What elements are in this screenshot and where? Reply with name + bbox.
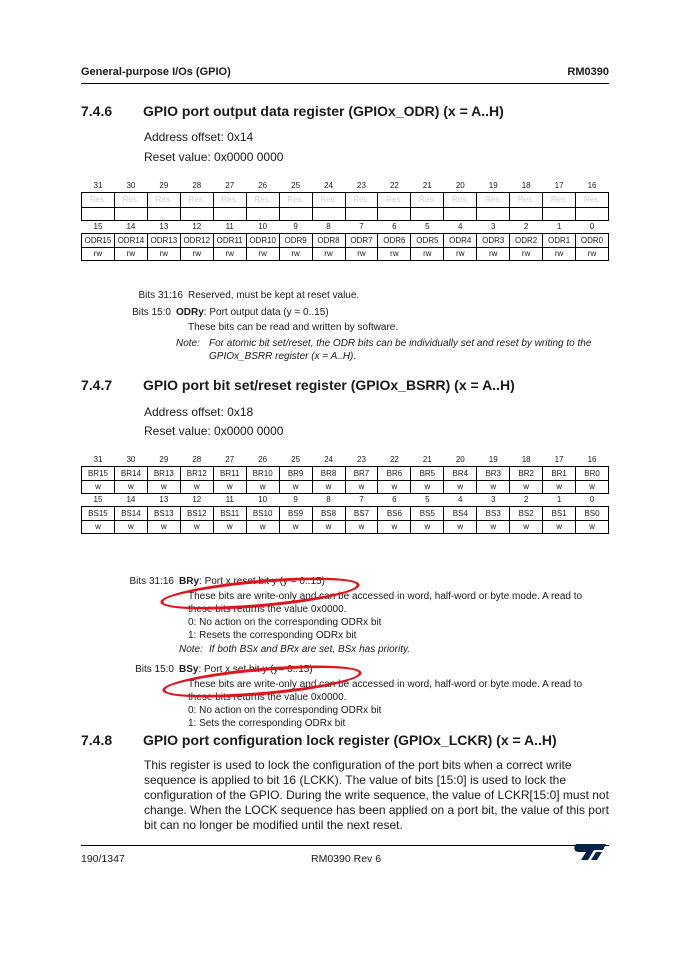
odr-access-row — [82, 248, 609, 261]
bsrr-bits-15-0-label: Bits 15:0 — [135, 664, 174, 675]
field-name-cell: BR0 — [576, 467, 609, 481]
footer-doc-revision: RM0390 Rev 6 — [311, 853, 382, 865]
bit-number-cell: 30 — [126, 181, 136, 190]
odr-reserved-row — [82, 193, 609, 208]
section-heading-746 — [81, 103, 504, 119]
access-type-cell: w — [312, 521, 345, 534]
bit-number-cell: 7 — [359, 495, 364, 504]
section-heading-748 — [81, 732, 557, 748]
access-type-cell: w — [246, 521, 279, 534]
field-name-cell: BS14 — [114, 507, 147, 521]
bit-number-cell: 18 — [521, 455, 531, 464]
bit-number-cell: 19 — [488, 181, 498, 190]
access-type-cell: w — [114, 481, 147, 494]
bit-number-cell: 24 — [324, 181, 333, 190]
empty-access-cell — [411, 208, 444, 221]
field-name-cell: ODR15 — [82, 234, 115, 248]
odr-note-line2: GPIOx_BSRR register (x = A..H). — [209, 351, 357, 362]
section-number: 7.4.6 — [81, 103, 113, 119]
field-name-cell: ODR2 — [510, 234, 543, 248]
reserved-field-cell: Res. — [147, 193, 180, 208]
empty-access-cell — [147, 208, 180, 221]
bit-number-cell: 29 — [159, 181, 169, 190]
field-name-cell: BS15 — [82, 507, 115, 521]
access-type-cell: w — [180, 521, 213, 534]
field-name-cell: ODR0 — [576, 234, 609, 248]
section-heading-747 — [81, 377, 515, 393]
bry-field-name: BRy — [179, 576, 200, 587]
section-number: 7.4.8 — [81, 732, 113, 748]
odr-bits-15-0-desc — [176, 307, 329, 318]
page-header — [81, 66, 609, 82]
field-name-cell: BS11 — [213, 507, 246, 521]
bit-number-cell: 6 — [392, 222, 397, 231]
bsrr-bits-hi-row — [82, 454, 609, 467]
bit-number-cell: 17 — [554, 455, 564, 464]
field-name-cell: ODR7 — [345, 234, 378, 248]
bit-number-cell: 0 — [589, 222, 595, 231]
empty-access-cell — [82, 208, 115, 221]
bsy-line2: These bits are write-only and can be accessed in word, half-word or byte mode. A read to — [188, 679, 583, 690]
access-type-cell: w — [378, 481, 411, 494]
bit-number-cell: 4 — [458, 495, 463, 504]
bit-number-cell: 4 — [458, 222, 463, 231]
field-name-cell: BS1 — [543, 507, 576, 521]
field-name-cell: BS7 — [345, 507, 378, 521]
bit-number-cell: 15 — [93, 222, 103, 231]
access-type-cell: w — [345, 521, 378, 534]
bit-number-cell: 11 — [225, 222, 234, 231]
field-name-cell: ODR9 — [279, 234, 312, 248]
field-name-cell: ODR12 — [180, 234, 213, 248]
field-name-cell: BS13 — [147, 507, 180, 521]
bit-number-cell: 26 — [258, 455, 268, 464]
bit-number-cell: 12 — [192, 495, 202, 504]
field-name-cell: ODR11 — [213, 234, 246, 248]
bsrr-bs-names-row — [82, 507, 609, 521]
bit-number-cell: 25 — [291, 181, 301, 190]
field-name-cell: BS4 — [444, 507, 477, 521]
field-name-cell: ODR13 — [147, 234, 180, 248]
footer-rule — [81, 845, 609, 846]
empty-access-cell — [279, 208, 312, 221]
access-type-cell: rw — [510, 248, 543, 261]
bry-field-text: : Port x reset bit y (y = 0..15) — [199, 576, 325, 587]
reserved-field-cell: Res. — [114, 193, 147, 208]
bit-number-cell: 11 — [225, 495, 234, 504]
header-doc-id: RM0390 — [567, 66, 609, 78]
reserved-field-cell: Res. — [444, 193, 477, 208]
bit-number-cell: 13 — [159, 495, 169, 504]
odr-note-label: Note: — [176, 338, 200, 349]
field-name-cell: ODR1 — [543, 234, 576, 248]
access-type-cell: w — [114, 521, 147, 534]
reserved-field-cell: Res. — [82, 193, 115, 208]
bit-number-cell: 5 — [425, 222, 430, 231]
reserved-field-cell: Res. — [180, 193, 213, 208]
access-type-cell: w — [147, 521, 180, 534]
odr-empty-access-row — [82, 208, 609, 221]
bit-number-cell: 25 — [291, 455, 301, 464]
bit-number-cell: 18 — [521, 181, 531, 190]
odr-address-offset: Address offset: 0x14 — [144, 130, 254, 144]
odr-names-row — [82, 234, 609, 248]
access-type-cell: w — [411, 481, 444, 494]
empty-access-cell — [444, 208, 477, 221]
access-type-cell: w — [147, 481, 180, 494]
bit-number-cell: 22 — [389, 455, 399, 464]
reserved-field-cell: Res. — [378, 193, 411, 208]
bit-number-cell: 16 — [587, 455, 597, 464]
bit-number-cell: 27 — [225, 181, 235, 190]
bit-number-cell: 29 — [159, 455, 169, 464]
bsrr-address-offset: Address offset: 0x18 — [144, 405, 254, 419]
access-type-cell: rw — [444, 248, 477, 261]
bit-number-cell: 13 — [159, 222, 169, 231]
access-type-cell: w — [576, 521, 609, 534]
bit-number-cell: 30 — [126, 455, 136, 464]
lckr-description: This register is used to lock the configuration of the port bits when a correct write sequence is applied to bit 16 (LCKK). The value of bits [15:0] is used to lock the configuration of the GPIO. During the write sequence, the value of LCKR[15:0] must not change. When the LOCK sequence has been applied on a port bit, the value of this port bit can no longer be modified until the next reset. — [144, 758, 609, 832]
access-type-cell: rw — [213, 248, 246, 261]
access-type-cell: rw — [312, 248, 345, 261]
bit-number-cell: 14 — [126, 222, 136, 231]
bsrr-br-access-row — [82, 481, 609, 494]
bit-number-cell: 20 — [455, 455, 465, 464]
field-name-cell: BS8 — [312, 507, 345, 521]
bit-number-cell: 8 — [326, 222, 331, 231]
access-type-cell: w — [279, 481, 312, 494]
field-name-cell: BR15 — [82, 467, 115, 481]
access-type-cell: rw — [147, 248, 180, 261]
field-name-cell: BR12 — [180, 467, 213, 481]
field-name-cell: BR14 — [114, 467, 147, 481]
bit-number-cell: 19 — [488, 455, 498, 464]
reserved-field-cell: Res. — [213, 193, 246, 208]
bsy-line4: 0: No action on the corresponding ODRx bit — [188, 705, 382, 716]
bit-number-cell: 31 — [93, 455, 103, 464]
odr-register-table — [81, 180, 609, 261]
bsy-line5: 1: Sets the corresponding ODRx bit — [188, 718, 346, 729]
bsy-field-text: : Port x set bit y (y= 0..15) — [198, 664, 313, 675]
bit-number-cell: 24 — [324, 455, 333, 464]
field-name-cell: BR4 — [444, 467, 477, 481]
reserved-field-cell: Res. — [510, 193, 543, 208]
field-name-cell: BR11 — [213, 467, 246, 481]
bit-number-cell: 27 — [225, 455, 235, 464]
bit-number-cell: 23 — [357, 455, 366, 464]
bsrr-bits-lo-row — [82, 494, 609, 507]
odr-rw-text: These bits can be read and written by software. — [188, 322, 399, 333]
field-name-cell: BS10 — [246, 507, 279, 521]
odry-field-name: ODRy — [176, 307, 204, 318]
bit-number-cell: 2 — [523, 495, 529, 504]
header-rule — [81, 83, 609, 84]
field-name-cell: BR10 — [246, 467, 279, 481]
access-type-cell: rw — [477, 248, 510, 261]
bit-number-cell: 14 — [126, 495, 136, 504]
empty-access-cell — [180, 208, 213, 221]
field-name-cell: BS3 — [477, 507, 510, 521]
bit-number-cell: 3 — [490, 495, 496, 504]
bit-number-cell: 1 — [556, 495, 562, 504]
access-type-cell: rw — [180, 248, 213, 261]
access-type-cell: rw — [246, 248, 279, 261]
field-name-cell: ODR6 — [378, 234, 411, 248]
access-type-cell: rw — [345, 248, 378, 261]
reserved-field-cell: Res. — [411, 193, 444, 208]
field-name-cell: BS0 — [576, 507, 609, 521]
bsrr-bits-31-16-label: Bits 31:16 — [129, 576, 174, 587]
reserved-field-cell: Res. — [312, 193, 345, 208]
access-type-cell: w — [543, 521, 576, 534]
bry-note-text: If both BSx and BRx are set, BSx has priority. — [209, 644, 411, 655]
odr-bits-31-16-text: Reserved, must be kept at reset value. — [188, 290, 360, 301]
access-type-cell: w — [180, 481, 213, 494]
empty-access-cell — [510, 208, 543, 221]
bry-line5: 1: Resets the corresponding ODRx bit — [188, 630, 357, 641]
field-name-cell: ODR5 — [411, 234, 444, 248]
odry-field-text: : Port output data (y = 0..15) — [203, 307, 329, 318]
bit-number-cell: 7 — [359, 222, 364, 231]
access-type-cell: w — [543, 481, 576, 494]
footer-page-number: 190/1347 — [81, 853, 125, 865]
bsrr-reset-value: Reset value: 0x0000 0000 — [144, 424, 284, 438]
access-type-cell: rw — [279, 248, 312, 261]
bit-number-cell: 2 — [523, 222, 529, 231]
field-name-cell: BR3 — [477, 467, 510, 481]
access-type-cell: w — [576, 481, 609, 494]
bit-number-cell: 28 — [192, 181, 202, 190]
field-name-cell: BR1 — [543, 467, 576, 481]
bit-number-cell: 31 — [93, 181, 103, 190]
field-name-cell: BS6 — [378, 507, 411, 521]
field-name-cell: ODR8 — [312, 234, 345, 248]
field-name-cell: BR9 — [279, 467, 312, 481]
field-name-cell: BR7 — [345, 467, 378, 481]
access-type-cell: rw — [543, 248, 576, 261]
section-title: GPIO port output data register (GPIOx_ODR) (x = A..H) — [143, 103, 504, 119]
access-type-cell: w — [82, 481, 115, 494]
header-chapter: General-purpose I/Os (GPIO) — [81, 66, 231, 78]
field-name-cell: BR13 — [147, 467, 180, 481]
bit-number-cell: 26 — [258, 181, 268, 190]
access-type-cell: w — [510, 521, 543, 534]
access-type-cell: w — [213, 481, 246, 494]
bit-number-cell: 20 — [455, 181, 465, 190]
bit-number-cell: 0 — [589, 495, 595, 504]
bit-number-cell: 10 — [258, 495, 268, 504]
access-type-cell: w — [378, 521, 411, 534]
empty-access-cell — [345, 208, 378, 221]
field-name-cell: BR8 — [312, 467, 345, 481]
reserved-field-cell: Res. — [576, 193, 609, 208]
bit-number-cell: 9 — [293, 495, 298, 504]
empty-access-cell — [477, 208, 510, 221]
empty-access-cell — [114, 208, 147, 221]
bit-number-cell: 21 — [422, 181, 432, 190]
field-name-cell: BS12 — [180, 507, 213, 521]
bit-number-cell: 9 — [293, 222, 298, 231]
bit-number-cell: 12 — [192, 222, 202, 231]
access-type-cell: w — [279, 521, 312, 534]
bit-number-cell: 15 — [93, 495, 103, 504]
access-type-cell: w — [312, 481, 345, 494]
bit-number-cell: 10 — [258, 222, 268, 231]
empty-access-cell — [543, 208, 576, 221]
access-type-cell: w — [510, 481, 543, 494]
bry-line4: 0: No action on the corresponding ODRx bit — [188, 617, 382, 628]
access-type-cell: w — [213, 521, 246, 534]
field-name-cell: ODR10 — [246, 234, 279, 248]
bsrr-bs-access-row — [82, 521, 609, 534]
bsrr-br-names-row — [82, 467, 609, 481]
section-title: GPIO port bit set/reset register (GPIOx_BSRR) (x = A..H) — [143, 377, 515, 393]
access-type-cell: w — [477, 521, 510, 534]
bit-number-cell: 21 — [422, 455, 432, 464]
field-name-cell: BS9 — [279, 507, 312, 521]
empty-access-cell — [246, 208, 279, 221]
bit-number-cell: 22 — [389, 181, 399, 190]
field-name-cell: BR5 — [411, 467, 444, 481]
reserved-field-cell: Res. — [543, 193, 576, 208]
section-number: 7.4.7 — [81, 377, 113, 393]
bsy-field-name: BSy — [179, 664, 199, 675]
reserved-field-cell: Res. — [345, 193, 378, 208]
reserved-field-cell: Res. — [246, 193, 279, 208]
field-name-cell: ODR3 — [477, 234, 510, 248]
reserved-field-cell: Res. — [477, 193, 510, 208]
access-type-cell: w — [444, 521, 477, 534]
field-name-cell: BS2 — [510, 507, 543, 521]
empty-access-cell — [576, 208, 609, 221]
bsrr-register-table — [81, 454, 609, 534]
bit-number-cell: 17 — [554, 181, 564, 190]
odr-reset-value: Reset value: 0x0000 0000 — [144, 150, 284, 164]
odr-bits-15-0-label: Bits 15:0 — [132, 307, 171, 318]
odr-bits-31-16-label: Bits 31:16 — [138, 290, 183, 301]
access-type-cell: w — [444, 481, 477, 494]
bit-number-cell: 6 — [392, 495, 397, 504]
field-name-cell: BR6 — [378, 467, 411, 481]
empty-access-cell — [312, 208, 345, 221]
st-logo-icon — [572, 842, 608, 862]
bit-number-cell: 23 — [357, 181, 366, 190]
bit-number-cell: 16 — [587, 181, 597, 190]
empty-access-cell — [213, 208, 246, 221]
empty-access-cell — [378, 208, 411, 221]
bit-number-cell: 3 — [490, 222, 496, 231]
odr-bits-hi-row — [82, 180, 609, 193]
access-type-cell: w — [82, 521, 115, 534]
access-type-cell: w — [345, 481, 378, 494]
access-type-cell: rw — [114, 248, 147, 261]
access-type-cell: w — [411, 521, 444, 534]
field-name-cell: ODR4 — [444, 234, 477, 248]
field-name-cell: BR2 — [510, 467, 543, 481]
bry-note-label: Note: — [179, 644, 203, 655]
odr-note-line1: For atomic bit set/reset, the ODR bits can be individually set and reset by writing to the — [209, 338, 592, 349]
access-type-cell: w — [246, 481, 279, 494]
access-type-cell: w — [477, 481, 510, 494]
bit-number-cell: 1 — [556, 222, 562, 231]
access-type-cell: rw — [576, 248, 609, 261]
bsy-line3: these bits returns the value 0x0000. — [188, 692, 347, 703]
bit-number-cell: 5 — [425, 495, 430, 504]
bry-line3: these bits returns the value 0x0000. — [188, 604, 347, 615]
access-type-cell: rw — [378, 248, 411, 261]
access-type-cell: rw — [411, 248, 444, 261]
odr-bits-lo-row — [82, 221, 609, 234]
bit-number-cell: 8 — [326, 495, 331, 504]
bit-number-cell: 28 — [192, 455, 202, 464]
field-name-cell: ODR14 — [114, 234, 147, 248]
bry-line2: These bits are write-only and can be accessed in word, half-word or byte mode. A read to — [188, 591, 583, 602]
reserved-field-cell: Res. — [279, 193, 312, 208]
field-name-cell: BS5 — [411, 507, 444, 521]
access-type-cell: rw — [82, 248, 115, 261]
section-title: GPIO port configuration lock register (GPIOx_LCKR) (x = A..H) — [143, 732, 557, 748]
